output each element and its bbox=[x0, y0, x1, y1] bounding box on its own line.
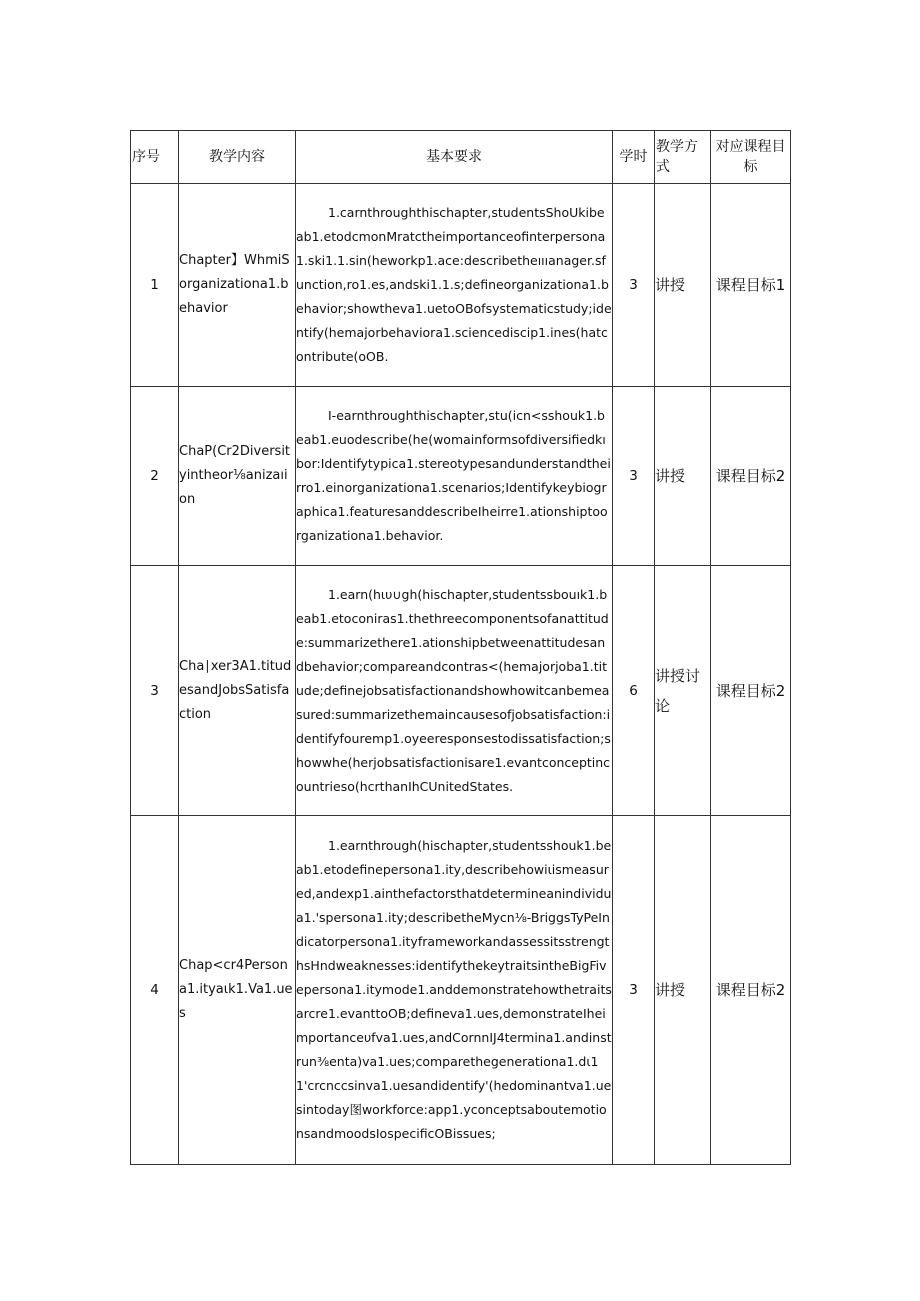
row-method: 讲授 bbox=[655, 816, 711, 1165]
requirements-text: 1.earn(hιυ∪gh(hischapter,studentssbouık1.beab1.etoconiras1.thethreecomponentsofanattitude:summarizethere1.ationshipbetweenattitudesandbehavior;compareandcontras<(hemajorjoba1.titude;definejobsatisfactionandshowhowitcanbemeasured:summarizethemaincausesofjobsatisfaction:identifyfouremp1.oyeeresponsestodissatisfaction;showwhe(herjobsatisfactionisare1.evantconceptincountrieso(hcrthanIhCUnitedStates. bbox=[296, 586, 611, 794]
row-goal: 课程目标1 bbox=[711, 184, 791, 387]
row-goal: 课程目标2 bbox=[711, 566, 791, 816]
row-requirements bbox=[296, 184, 613, 387]
row-goal: 课程目标2 bbox=[711, 387, 791, 566]
header-goal: 对应课程目标 bbox=[711, 131, 791, 184]
row-goal: 课程目标2 bbox=[711, 816, 791, 1165]
header-content: 教学内容 bbox=[179, 131, 296, 184]
requirements-text: 1.carnthroughthischapter,studentsShoUkibeab1.etodcmonMratctheimportanceofinterpersona1.ski1.1.sin(heworkp1.ace:describetheıııanager.sfunction,ro1.es,andski1.1.s;defineorganizationa1.behavior;showtheva1.uetoOBofsystematicstudy;identify(hemajorbehaviora1.sciencediscip1.ines(hatcontribute(oOB. bbox=[296, 205, 612, 364]
row-content: ChaP(Cr2Diversityintheor⅛anizaıion bbox=[179, 387, 296, 566]
table-row bbox=[131, 566, 791, 816]
table-row bbox=[131, 816, 791, 1165]
row-requirements bbox=[296, 566, 613, 816]
header-row bbox=[131, 131, 791, 184]
row-hours: 6 bbox=[613, 566, 655, 816]
row-requirements bbox=[296, 816, 613, 1165]
table-row bbox=[131, 184, 791, 387]
row-seq: 4 bbox=[131, 816, 179, 1165]
row-seq: 2 bbox=[131, 387, 179, 566]
header-requirements: 基本要求 bbox=[296, 131, 613, 184]
row-content: Chapter】WhmiSorganizationa1.behavior bbox=[179, 184, 296, 387]
row-method: 讲授 bbox=[655, 184, 711, 387]
header-method: 教学方式 bbox=[655, 131, 711, 184]
syllabus-table bbox=[130, 130, 791, 1165]
row-hours: 3 bbox=[613, 816, 655, 1165]
row-hours: 3 bbox=[613, 184, 655, 387]
row-method: 讲授 bbox=[655, 387, 711, 566]
header-hours: 学时 bbox=[613, 131, 655, 184]
row-method: 讲授讨论 bbox=[655, 566, 711, 816]
row-seq: 3 bbox=[131, 566, 179, 816]
requirements-text: I-earnthroughthischapter,stu(icn<sshouk1.beab1.euodescribe(he(womainformsofdiversifiedkıbor:Identifytypica1.stereotypesandunderstandtheirro1.einorganizationa1.scenarios;Identifykeybiographica1.featuresanddescribeIheirre1.ationshiptoorganizationa1.behavior. bbox=[296, 408, 611, 543]
table-row bbox=[131, 387, 791, 566]
requirements-text: 1.earnthrough(hischapter,studentsshouk1.beab1.etodefinepersona1.ity,describehowiιismeasured,andexp1.ainthefactorsthatdetermineanindividua1.'spersona1.ity;describetheMycn⅛-BriggsTyPeIndicatorpersona1.ityframeworkandassessitsstrengthsHndweaknesses:identifythekeytraitsintheBigFivepersona1.itymode1.anddemonstratehowthetraitsarcre1.evanttoOB;defineva1.ues,demonstrateIheimportanceυfva1.ues,andCornnIJ4termina1.andinstrun⅜enta)va1.ues;comparethegenerationa1.dι11'crcnccsinva1.uesandidentify'(hedominantva1.uesintoday图workforce:app1.yconceptsaboutemotionsandmoodsIospecificOBissues; bbox=[296, 838, 612, 1141]
row-content: Chap<cr4Persona1.ityaιk1.Va1.ues bbox=[179, 816, 296, 1165]
row-seq: 1 bbox=[131, 184, 179, 387]
row-hours: 3 bbox=[613, 387, 655, 566]
header-seq: 序号 bbox=[131, 131, 179, 184]
row-content: Cha∣xer3A1.titudesandJobsSatisfaction bbox=[179, 566, 296, 816]
row-requirements bbox=[296, 387, 613, 566]
